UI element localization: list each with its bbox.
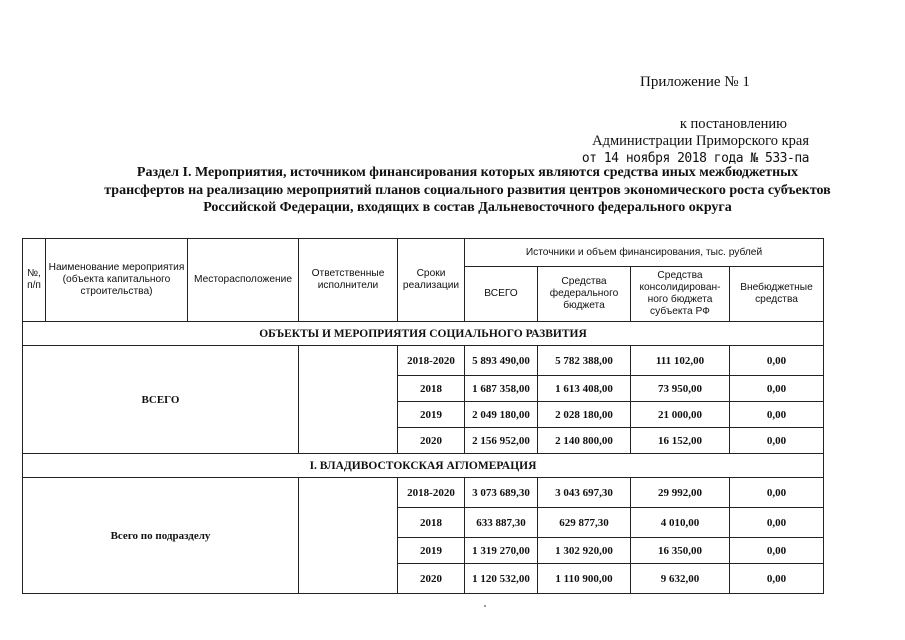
cell-federal: 1 110 900,00 — [538, 564, 631, 594]
cell-total: 1 319 270,00 — [465, 538, 538, 564]
scan-artifact-dot — [484, 605, 486, 607]
header-regional: Средства консолидирован-ного бюджета субъекта РФ — [631, 267, 730, 322]
resolution-line: к постановлению — [679, 116, 787, 132]
cell-period: 2018 — [398, 508, 465, 538]
section-heading: I. ВЛАДИВОСТОКСКАЯ АГЛОМЕРАЦИЯ — [23, 454, 824, 478]
financing-table — [22, 238, 824, 594]
cell-period: 2020 — [398, 564, 465, 594]
cell-regional: 16 350,00 — [631, 538, 730, 564]
cell-federal: 3 043 697,30 — [538, 478, 631, 508]
cell-total: 3 073 689,30 — [465, 478, 538, 508]
cell-period: 2020 — [398, 428, 465, 454]
cell-regional: 111 102,00 — [631, 346, 730, 376]
header-executors: Ответственные исполнители — [299, 239, 398, 322]
cell-extra: 0,00 — [730, 564, 824, 594]
header-extra: Внебюджетные средства — [730, 267, 824, 322]
section-title: Раздел I. Мероприятия, источником финансирования которых являются средства иных межбюджетных трансфертов на реализацию мероприятий планов социального развития центров экономического роста субъектов Российской Федерации, входящих в состав Дальневосточного федерального округа — [104, 165, 831, 215]
cell-total: 1 120 532,00 — [465, 564, 538, 594]
cell-total: 1 687 358,00 — [465, 376, 538, 402]
cell-extra: 0,00 — [730, 478, 824, 508]
cell-extra: 0,00 — [730, 376, 824, 402]
header-num: №, п/п — [23, 239, 46, 322]
cell-regional: 73 950,00 — [631, 376, 730, 402]
header-terms: Сроки реализации — [398, 239, 465, 322]
cell-federal: 1 613 408,00 — [538, 376, 631, 402]
cell-federal: 629 877,30 — [538, 508, 631, 538]
cell-federal: 2 028 180,00 — [538, 402, 631, 428]
header-name: Наименование мероприятия (объекта капитального строительства) — [46, 239, 188, 322]
cell-extra: 0,00 — [730, 508, 824, 538]
cell-extra: 0,00 — [730, 346, 824, 376]
resolution-line: от 14 ноября 2018 года № 533-па — [581, 151, 809, 166]
cell-regional: 16 152,00 — [631, 428, 730, 454]
row-group-label: ВСЕГО — [23, 346, 299, 454]
cell-total: 2 049 180,00 — [465, 402, 538, 428]
cell-federal: 5 782 388,00 — [538, 346, 631, 376]
cell-extra: 0,00 — [730, 538, 824, 564]
cell-federal: 2 140 800,00 — [538, 428, 631, 454]
cell-total: 633 887,30 — [465, 508, 538, 538]
executors-cell — [299, 478, 398, 594]
header-total: ВСЕГО — [465, 267, 538, 322]
cell-period: 2019 — [398, 402, 465, 428]
row-group-label: Всего по подразделу — [23, 478, 299, 594]
cell-period: 2018 — [398, 376, 465, 402]
cell-federal: 1 302 920,00 — [538, 538, 631, 564]
cell-regional: 29 992,00 — [631, 478, 730, 508]
cell-regional: 21 000,00 — [631, 402, 730, 428]
header-location: Месторасположение — [188, 239, 299, 322]
cell-extra: 0,00 — [730, 402, 824, 428]
cell-regional: 9 632,00 — [631, 564, 730, 594]
cell-total: 5 893 490,00 — [465, 346, 538, 376]
cell-period: 2018-2020 — [398, 346, 465, 376]
cell-extra: 0,00 — [730, 428, 824, 454]
header-financing: Источники и объем финансирования, тыс. рублей — [465, 239, 824, 267]
executors-cell — [299, 346, 398, 454]
header-federal: Средства федерального бюджета — [538, 267, 631, 322]
cell-total: 2 156 952,00 — [465, 428, 538, 454]
cell-regional: 4 010,00 — [631, 508, 730, 538]
resolution-reference — [582, 116, 809, 167]
resolution-line: Администрации Приморского края — [592, 133, 809, 149]
cell-period: 2019 — [398, 538, 465, 564]
cell-period: 2018-2020 — [398, 478, 465, 508]
section-heading: ОБЪЕКТЫ И МЕРОПРИЯТИЯ СОЦИАЛЬНОГО РАЗВИТИЯ — [23, 322, 824, 346]
appendix-label: Приложение № 1 — [640, 74, 750, 90]
